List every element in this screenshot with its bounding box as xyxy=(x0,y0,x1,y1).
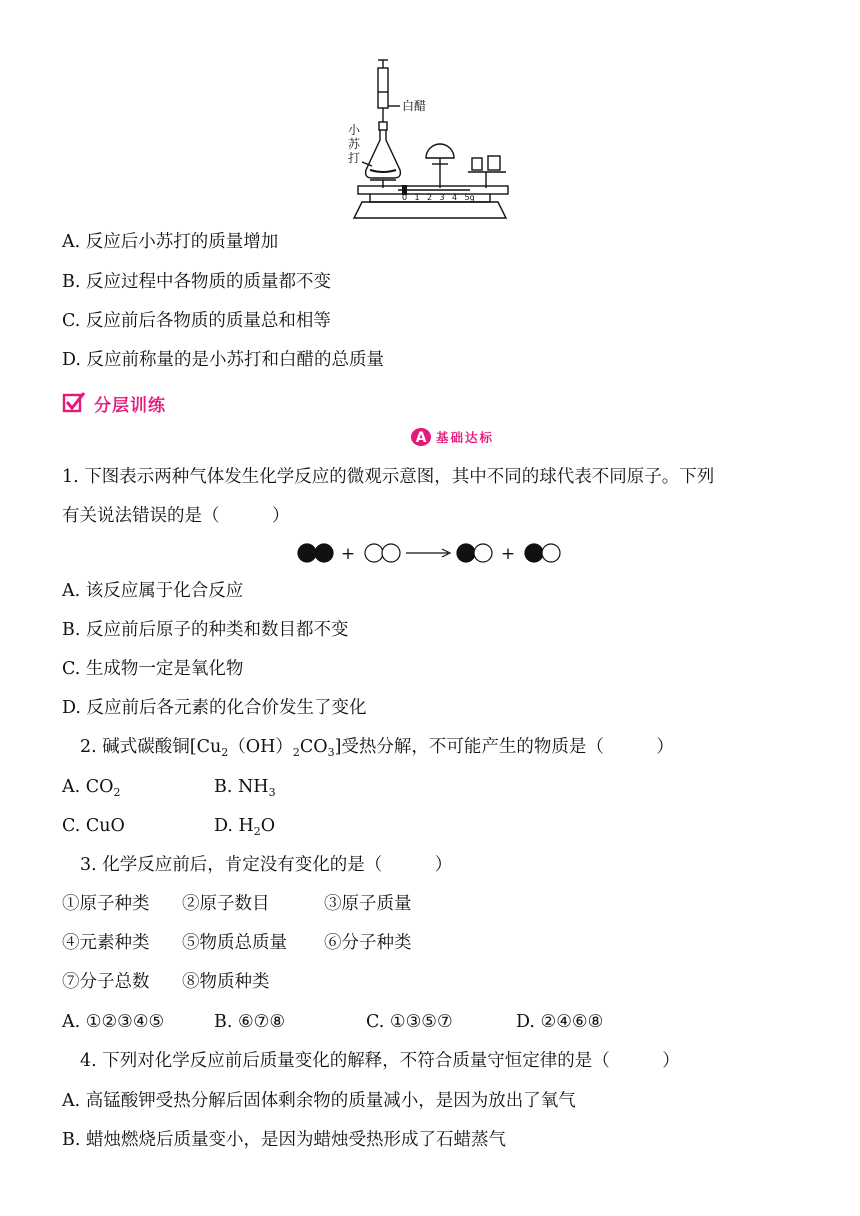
q4-option-b: B. 蜡烛燃烧后质量变小，是因为蜡烛受热形成了石蜡蒸气 xyxy=(62,1130,506,1150)
light-atom-icon xyxy=(365,544,383,562)
soda-label xyxy=(348,123,361,165)
q2-option-b: B. $NH_3$ xyxy=(214,777,276,799)
scale-tick-label: 5g xyxy=(464,193,475,202)
q2-stem: 2. 碱式碳酸铜$[Cu_2(OH)_2CO_3]$受热分解，不可能产生的物质是（ ） xyxy=(80,737,674,759)
q2-options-row1 xyxy=(62,775,276,801)
balance-apparatus-figure xyxy=(340,58,520,222)
scale-tick-label: 0 xyxy=(402,193,408,202)
q1-option-b: B. 反应前后原子的种类和数目都不变 xyxy=(62,620,349,640)
checkbox-icon xyxy=(62,391,86,415)
svg-text:打: 打 xyxy=(348,151,361,165)
q1-option-a: A. 该反应属于化合反应 xyxy=(62,581,244,601)
intro-option-d: D. 反应前称量的是小苏打和白醋的总质量 xyxy=(62,350,385,370)
section-title: 分层训练 xyxy=(94,395,166,416)
intro-option-a: A. 反应后小苏打的质量增加 xyxy=(62,232,279,252)
q3-items-row3: ⑦分子总数 ⑧物质种类 xyxy=(62,972,270,992)
level-a-badge-icon xyxy=(410,427,432,447)
light-atom-icon xyxy=(474,544,492,562)
level-heading xyxy=(410,427,494,447)
q1-option-c: C. 生成物一定是氧化物 xyxy=(62,659,244,679)
q1-option-d: D. 反应前后各元素的化合价发生了变化 xyxy=(62,698,367,718)
scale-tick-label: 2 xyxy=(427,193,433,202)
q4-stem: 4. 下列对化学反应前后质量变化的解释，不符合质量守恒定律的是（ ） xyxy=(80,1051,680,1071)
q1-stem-line2: 有关说法错误的是（ ） xyxy=(62,506,290,526)
q2-option-d: D. $H_2O$ xyxy=(214,816,276,838)
vinegar-label: 白醋 xyxy=(402,99,427,113)
light-atom-icon xyxy=(382,544,400,562)
q3-items-row2: ④元素种类 ⑤物质总质量 ⑥分子种类 xyxy=(62,933,412,953)
dark-atom-icon xyxy=(298,544,316,562)
level-title: 基础达标 xyxy=(436,430,495,445)
light-atom-icon xyxy=(542,544,560,562)
q3-options: A. ①②③④⑤ B. ⑥⑦⑧ C. ①③⑤⑦ D. ②④⑥⑧ xyxy=(62,1012,604,1032)
dark-atom-icon xyxy=(457,544,475,562)
plus-sign: + xyxy=(340,544,356,564)
q1-stem-line1: 1. 下图表示两种气体发生化学反应的微观示意图，其中不同的球代表不同原子。下列 xyxy=(62,467,715,487)
scale-tick-label: 3 xyxy=(439,193,445,202)
q4-option-a: A. 高锰酸钾受热分解后固体剩余物的质量减小，是因为放出了氧气 xyxy=(62,1091,576,1111)
dark-atom-icon xyxy=(315,544,333,562)
q2-option-c: C. CuO xyxy=(62,816,125,836)
balance-apparatus-drawing xyxy=(340,58,520,222)
svg-text:苏: 苏 xyxy=(348,137,361,151)
section-heading xyxy=(62,390,166,416)
svg-text:小: 小 xyxy=(348,123,361,137)
dark-atom-icon xyxy=(525,544,543,562)
q2-option-a: A. $CO_2$ xyxy=(62,777,121,799)
q2-options-row2 xyxy=(62,814,275,840)
scale-tick-label: 4 xyxy=(452,193,458,202)
plus-sign: + xyxy=(500,544,516,564)
intro-option-b: B. 反应过程中各物质的质量都不变 xyxy=(62,272,331,292)
intro-option-c: C. 反应前后各物质的质量总和相等 xyxy=(62,311,331,331)
q3-items-row1: ①原子种类 ②原子数目 ③原子质量 xyxy=(62,894,412,914)
scale-tick-label: 1 xyxy=(414,193,420,202)
svg-text:A: A xyxy=(415,430,427,446)
q3-stem: 3. 化学反应前后，肯定没有变化的是（ ） xyxy=(80,855,453,875)
molecule-equation xyxy=(296,540,566,566)
